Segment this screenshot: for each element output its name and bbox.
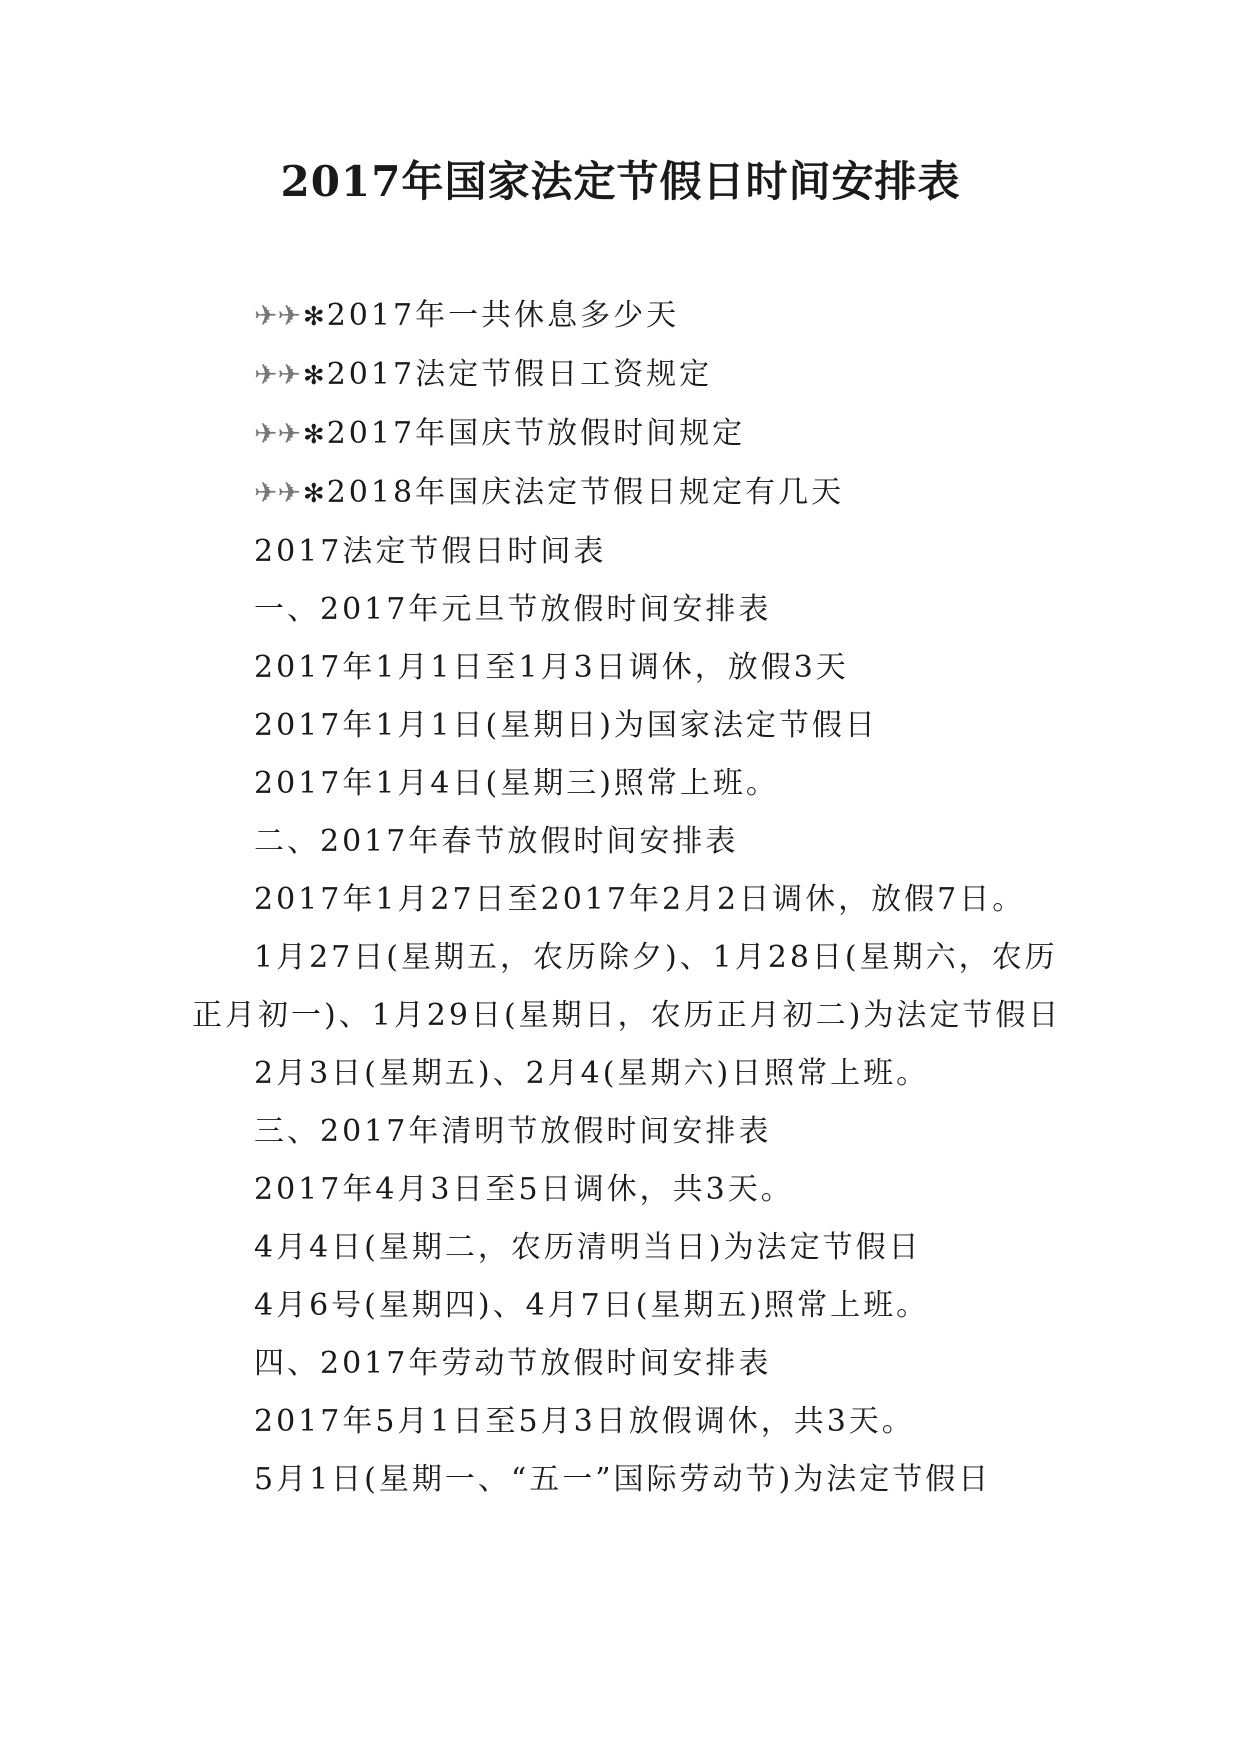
paragraph: 2017年1月4日(星期三)照常上班。 [254, 766, 779, 801]
paragraph: 4月4日(星期二，农历清明当日)为法定节假日 [254, 1230, 922, 1265]
paragraph: 2月3日(星期五)、2月4(星期六)日照常上班。 [254, 1056, 930, 1091]
asterisk-icon: ✻ [302, 361, 325, 391]
paragraph: 2017年5月1日至5月3日放假调休，共3天。 [254, 1404, 915, 1439]
paragraph: 4月6号(星期四)、4月7日(星期五)照常上班。 [254, 1288, 930, 1323]
airplane-icon: ✈✈ [254, 299, 301, 332]
paragraph: 2017年1月1日至1月3日调休，放假3天 [254, 650, 849, 685]
document-title: 2017年国家法定节假日时间安排表 [280, 157, 961, 206]
section-heading-spring-festival: 二、2017年春节放假时间安排表 [254, 824, 739, 859]
asterisk-icon: ✻ [302, 302, 325, 332]
related-link-text[interactable]: 2017年国庆节放假时间规定 [326, 416, 746, 451]
asterisk-icon: ✻ [302, 479, 325, 509]
related-link-1[interactable] [192, 287, 1082, 346]
airplane-icon: ✈✈ [254, 358, 301, 391]
paragraph: 2017年1月27日至2017年2月2日调休，放假7日。 [254, 882, 1026, 917]
section-intro: 2017法定节假日时间表 [254, 534, 607, 569]
airplane-icon: ✈✈ [254, 476, 301, 509]
related-link-text[interactable]: 2017年一共休息多少天 [326, 298, 680, 333]
related-link-text[interactable]: 2018年国庆法定节假日规定有几天 [326, 475, 845, 510]
paragraph: 2017年4月3日至5日调休，共3天。 [254, 1172, 794, 1207]
airplane-icon: ✈✈ [254, 417, 301, 450]
related-link-2[interactable] [192, 346, 1082, 405]
asterisk-icon: ✻ [302, 420, 325, 450]
related-link-text[interactable]: 2017法定节假日工资规定 [326, 357, 713, 392]
paragraph: 5月1日(星期一、“五一”国际劳动节)为法定节假日 [254, 1462, 992, 1497]
related-link-3[interactable] [192, 405, 1082, 464]
section-heading-newyear: 一、2017年元旦节放假时间安排表 [254, 592, 772, 627]
document-body [192, 287, 1082, 1509]
paragraph: 2017年1月1日(星期日)为国家法定节假日 [254, 708, 878, 743]
related-link-4[interactable] [192, 464, 1082, 523]
section-heading-labor-day: 四、2017年劳动节放假时间安排表 [254, 1346, 772, 1381]
section-heading-qingming: 三、2017年清明节放假时间安排表 [254, 1114, 772, 1149]
paragraph: 1月27日(星期五，农历除夕)、1月28日(星期六，农历正月初一)、1月29日(星期日，农历正月初二)为法定节假日 [192, 940, 1062, 1033]
